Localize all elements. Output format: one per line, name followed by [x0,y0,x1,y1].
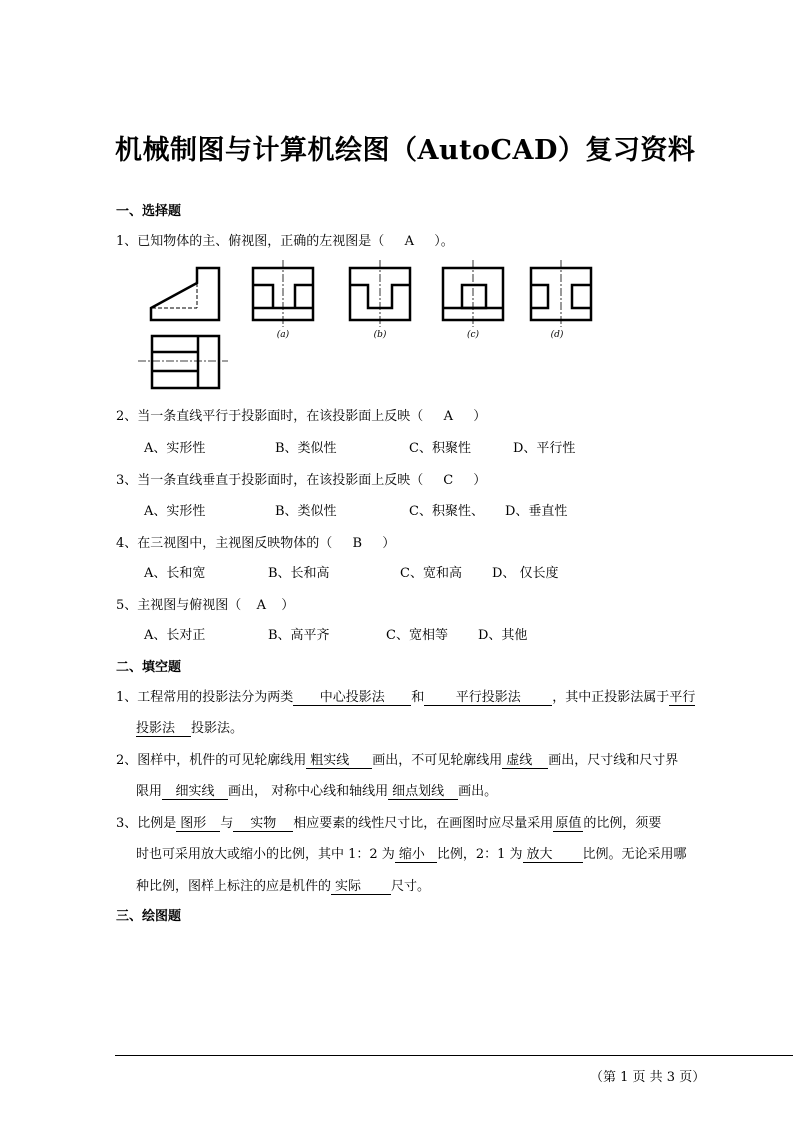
fill-3-line-2: 时也可采用放大或缩小的比例，其中 1：2 为 缩小 比例，2：1 为 放大 比例。无论采用哪 [136,847,687,862]
fill-3-line-3: 种比例，图样上标注的应是机件的 实际 尺寸。 [136,879,431,894]
option-a-label: (a) [276,330,290,340]
fill-2-line-2: 限用 细实线 画出， 对称中心线和轴线用 细点划线 画出。 [136,784,498,799]
section-heading-drawing: 三、绘图题 [116,909,182,924]
fill-1-line-1: 1、工程常用的投影法分为两类 中心投影法 和 平行投影法 ，其中正投影法属于平行 [116,690,696,705]
question-1: 1、已知物体的主、俯视图，正确的左视图是（ A ）。 [116,234,454,249]
question-5-options: A、长对正 B、高平齐 C、宽相等 D、其他 [144,628,528,643]
top-view-drawing [138,336,228,388]
footer-divider [115,1055,793,1056]
page-title: 机械制图与计算机绘图（AutoCAD）复习资料 [115,135,696,166]
question-4-options: A、长和宽 B、长和高 C、宽和高 D、 仅长度 [144,566,559,581]
option-b-drawing [350,260,410,327]
page-number: （第 1 页 共 3 页） [590,1070,706,1085]
fill-3-line-1: 3、比例是 图形 与 实物 相应要素的线性尺寸比，在画图时应尽量采用 原值 的比例，须要 [116,816,662,831]
question-3-options: A、实形性 B、类似性 C、积聚性、 D、垂直性 [144,504,568,519]
front-view-drawing [151,268,219,320]
option-b-label: (b) [373,330,387,340]
question-4: 4、在三视图中，主视图反映物体的（ B ） [116,536,396,551]
option-c-label: (c) [466,330,480,340]
option-c-drawing [443,260,503,327]
section-heading-choice: 一、选择题 [116,204,182,219]
question-2-options: A、实形性 B、类似性 C、积聚性 D、平行性 [144,441,576,456]
question-5: 5、主视图与俯视图（ A ） [116,598,295,613]
section-heading-fill: 二、填空题 [116,660,182,675]
fill-2-line-1: 2、图样中，机件的可见轮廓线用 粗实线 画出，不可见轮廓线用 虚线 画出，尺寸线和尺寸界 [116,753,679,768]
option-d-drawing [531,260,591,327]
question-1-figure [130,255,600,395]
fill-1-line-2: 投影法 投影法。 [136,721,244,736]
question-3: 3、当一条直线垂直于投影面时，在该投影面上反映（ C ） [116,473,487,488]
question-2: 2、当一条直线平行于投影面时，在该投影面上反映（ A ） [116,409,487,424]
option-d-label: (d) [550,330,564,340]
option-a-drawing [253,260,313,327]
